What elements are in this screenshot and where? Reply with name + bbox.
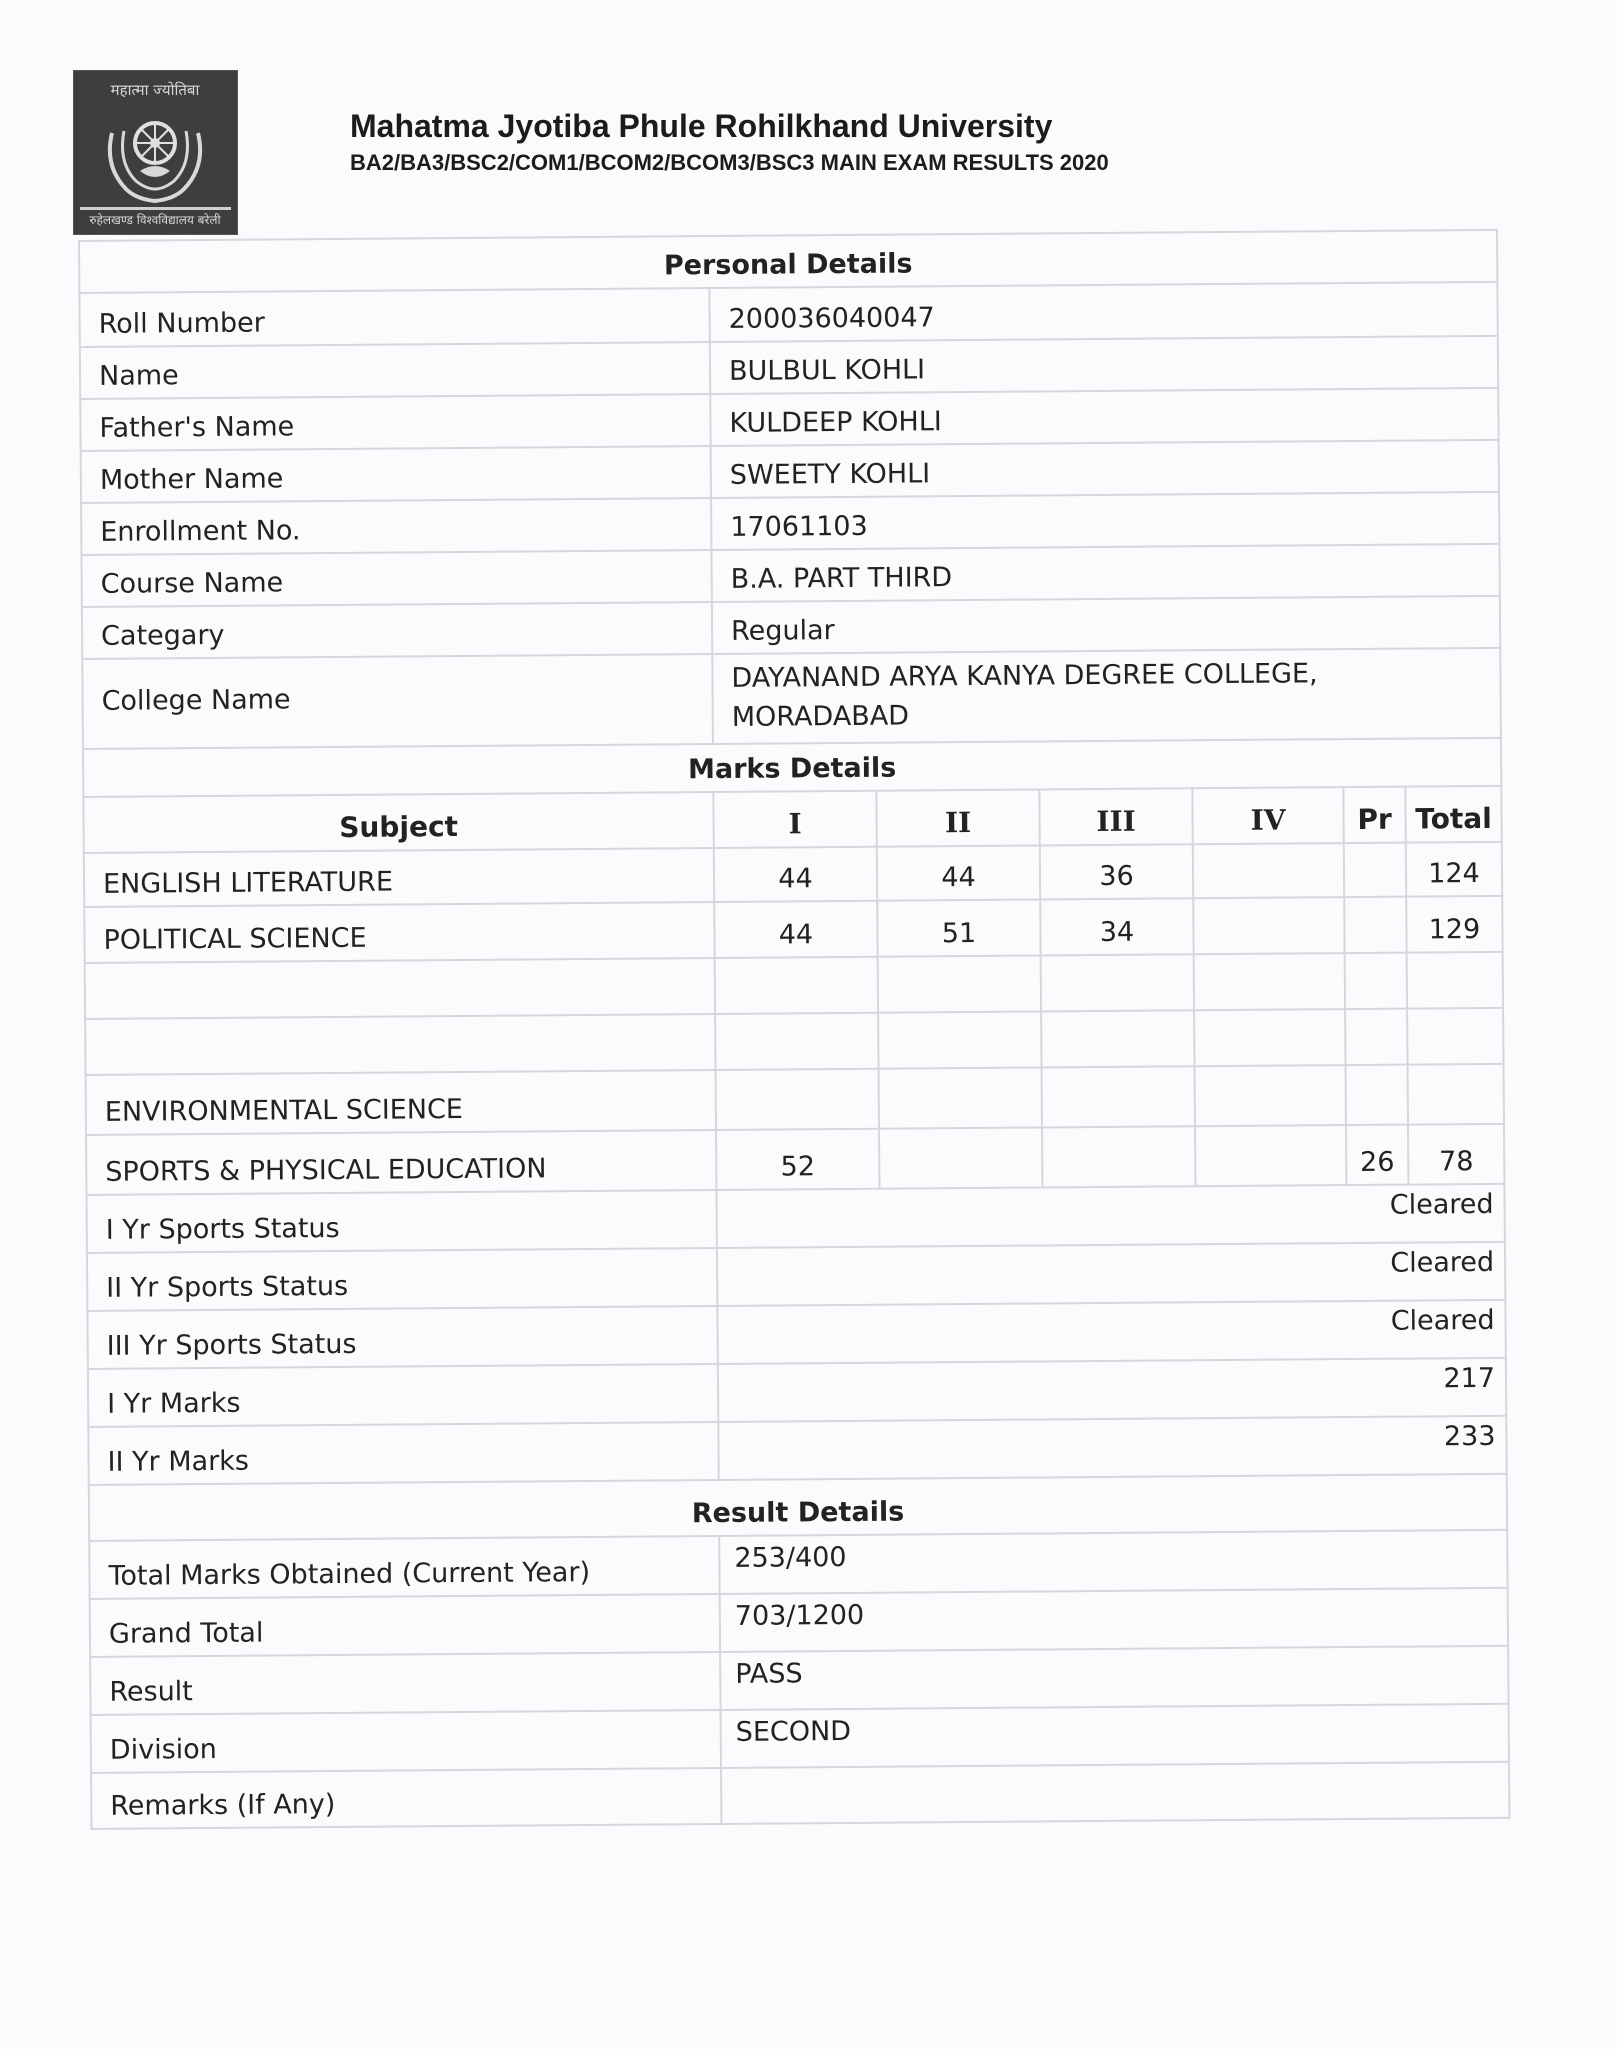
mark-paper-3: [1042, 1066, 1195, 1127]
col-paper-4: IV: [1192, 787, 1343, 844]
label-sports-status-2: II Yr Sports Status: [87, 1248, 717, 1311]
result-row: [91, 1762, 1509, 1829]
mark-paper-2: 51: [877, 899, 1040, 956]
label-mother-name: Mother Name: [81, 446, 711, 503]
mark-paper-3: 34: [1040, 898, 1193, 955]
marks-details-heading: Marks Details: [83, 738, 1501, 797]
subject-name: SPORTS & PHYSICAL EDUCATION: [86, 1130, 716, 1195]
value-course-name: B.A. PART THIRD: [711, 544, 1499, 602]
label-division: Division: [91, 1710, 721, 1773]
mark-paper-4: [1193, 843, 1344, 898]
mark-practical: [1346, 1065, 1408, 1125]
personal-details-heading: Personal Details: [79, 230, 1497, 293]
mark-paper-1: 52: [716, 1129, 879, 1190]
university-name: Mahatma Jyotiba Phule Rohilkhand University: [350, 108, 1053, 144]
mark-practical: [1344, 897, 1406, 953]
value-total-marks-obtained: 253/400: [719, 1530, 1507, 1594]
mark-paper-4: [1194, 953, 1345, 1010]
mark-paper-3: 36: [1040, 844, 1193, 899]
mark-total: 78: [1408, 1124, 1504, 1185]
label-year-1-marks: I Yr Marks: [88, 1364, 718, 1427]
label-name: Name: [80, 342, 710, 399]
value-college-name: DAYANAND ARYA KANYA DEGREE COLLEGE, MORADABAD: [712, 648, 1501, 744]
mark-total: [1407, 952, 1503, 1009]
value-sports-status-1: Cleared: [716, 1184, 1504, 1248]
mark-paper-1: [716, 1069, 879, 1130]
mark-paper-2: [878, 955, 1041, 1012]
mark-paper-2: [879, 1067, 1042, 1128]
result-sheet: [78, 229, 1510, 1830]
subject-name: ENGLISH LITERATURE: [84, 848, 714, 907]
col-paper-3: III: [1039, 788, 1192, 845]
mark-paper-3: [1041, 954, 1194, 1011]
mark-paper-2: [879, 1127, 1042, 1188]
value-enrollment-no: 17061103: [711, 492, 1499, 550]
mark-total: [1408, 1064, 1504, 1125]
mark-paper-3: [1042, 1126, 1195, 1187]
label-grand-total: Grand Total: [90, 1594, 720, 1657]
col-total: Total: [1405, 786, 1501, 843]
label-sports-status-1: I Yr Sports Status: [87, 1190, 717, 1253]
value-year-2-marks: 233: [718, 1416, 1506, 1480]
exam-title: BA2/BA3/BSC2/COM1/BCOM2/BCOM3/BSC3 MAIN EXAM RESULTS 2020: [350, 150, 1109, 175]
col-paper-2: II: [876, 789, 1039, 846]
mark-paper-3: [1041, 1010, 1194, 1067]
university-seal: [73, 70, 238, 235]
mark-practical: [1345, 1009, 1407, 1065]
mark-paper-1: 44: [714, 901, 877, 958]
seal-text-top: महात्मा ज्योतिबा: [110, 81, 200, 99]
subject-name: [85, 1014, 715, 1075]
value-year-1-marks: 217: [718, 1358, 1506, 1422]
value-division: SECOND: [721, 1704, 1509, 1768]
value-mother-name: SWEETY KOHLI: [711, 440, 1499, 498]
value-sports-status-3: Cleared: [717, 1300, 1505, 1364]
mark-paper-1: 44: [714, 847, 877, 902]
seal-text-bottom: रुहेलखण्ड विश्वविद्यालय बरेली: [89, 213, 221, 227]
label-result: Result: [90, 1652, 720, 1715]
subject-name: ENVIRONMENTAL SCIENCE: [86, 1070, 716, 1135]
label-sports-status-3: III Yr Sports Status: [87, 1306, 717, 1369]
mark-paper-4: [1193, 897, 1344, 954]
label-year-2-marks: II Yr Marks: [88, 1422, 718, 1485]
result-details-heading: Result Details: [89, 1474, 1507, 1541]
mark-practical: 26: [1346, 1125, 1408, 1185]
value-sports-status-2: Cleared: [717, 1242, 1505, 1306]
mark-total: 129: [1406, 896, 1502, 953]
value-roll-number: 200036040047: [709, 282, 1497, 342]
marks-row: [86, 1064, 1504, 1135]
mark-paper-2: [878, 1011, 1041, 1068]
label-category: Categary: [82, 602, 712, 659]
col-subject: Subject: [83, 792, 713, 853]
label-total-marks-obtained: Total Marks Obtained (Current Year): [89, 1536, 719, 1599]
mark-paper-2: 44: [877, 845, 1040, 900]
mark-paper-1: [715, 1013, 878, 1070]
value-remarks: [721, 1762, 1509, 1824]
mark-paper-4: [1194, 1009, 1345, 1066]
mark-total: 124: [1406, 842, 1502, 897]
label-fathers-name: Father's Name: [80, 394, 710, 451]
value-fathers-name: KULDEEP KOHLI: [710, 388, 1498, 446]
subject-name: POLITICAL SCIENCE: [84, 902, 714, 963]
mark-paper-4: [1195, 1065, 1346, 1126]
value-name: BULBUL KOHLI: [710, 336, 1498, 394]
value-result: PASS: [720, 1646, 1508, 1710]
label-enrollment-no: Enrollment No.: [81, 498, 711, 555]
subject-name: [85, 958, 715, 1019]
mark-practical: [1344, 843, 1406, 897]
mark-total: [1407, 1008, 1503, 1065]
mark-paper-4: [1195, 1125, 1346, 1186]
label-college-name: College Name: [82, 654, 713, 749]
value-grand-total: 703/1200: [720, 1588, 1508, 1652]
label-remarks: Remarks (If Any): [91, 1768, 721, 1829]
personal-row: [82, 648, 1501, 749]
marks-row: [86, 1124, 1504, 1195]
label-course-name: Course Name: [81, 550, 711, 607]
mark-paper-1: [715, 957, 878, 1014]
col-paper-1: I: [713, 791, 876, 848]
mark-practical: [1345, 953, 1407, 1009]
value-category: Regular: [712, 596, 1500, 654]
label-roll-number: Roll Number: [79, 288, 709, 347]
col-practical: Pr: [1343, 787, 1405, 843]
